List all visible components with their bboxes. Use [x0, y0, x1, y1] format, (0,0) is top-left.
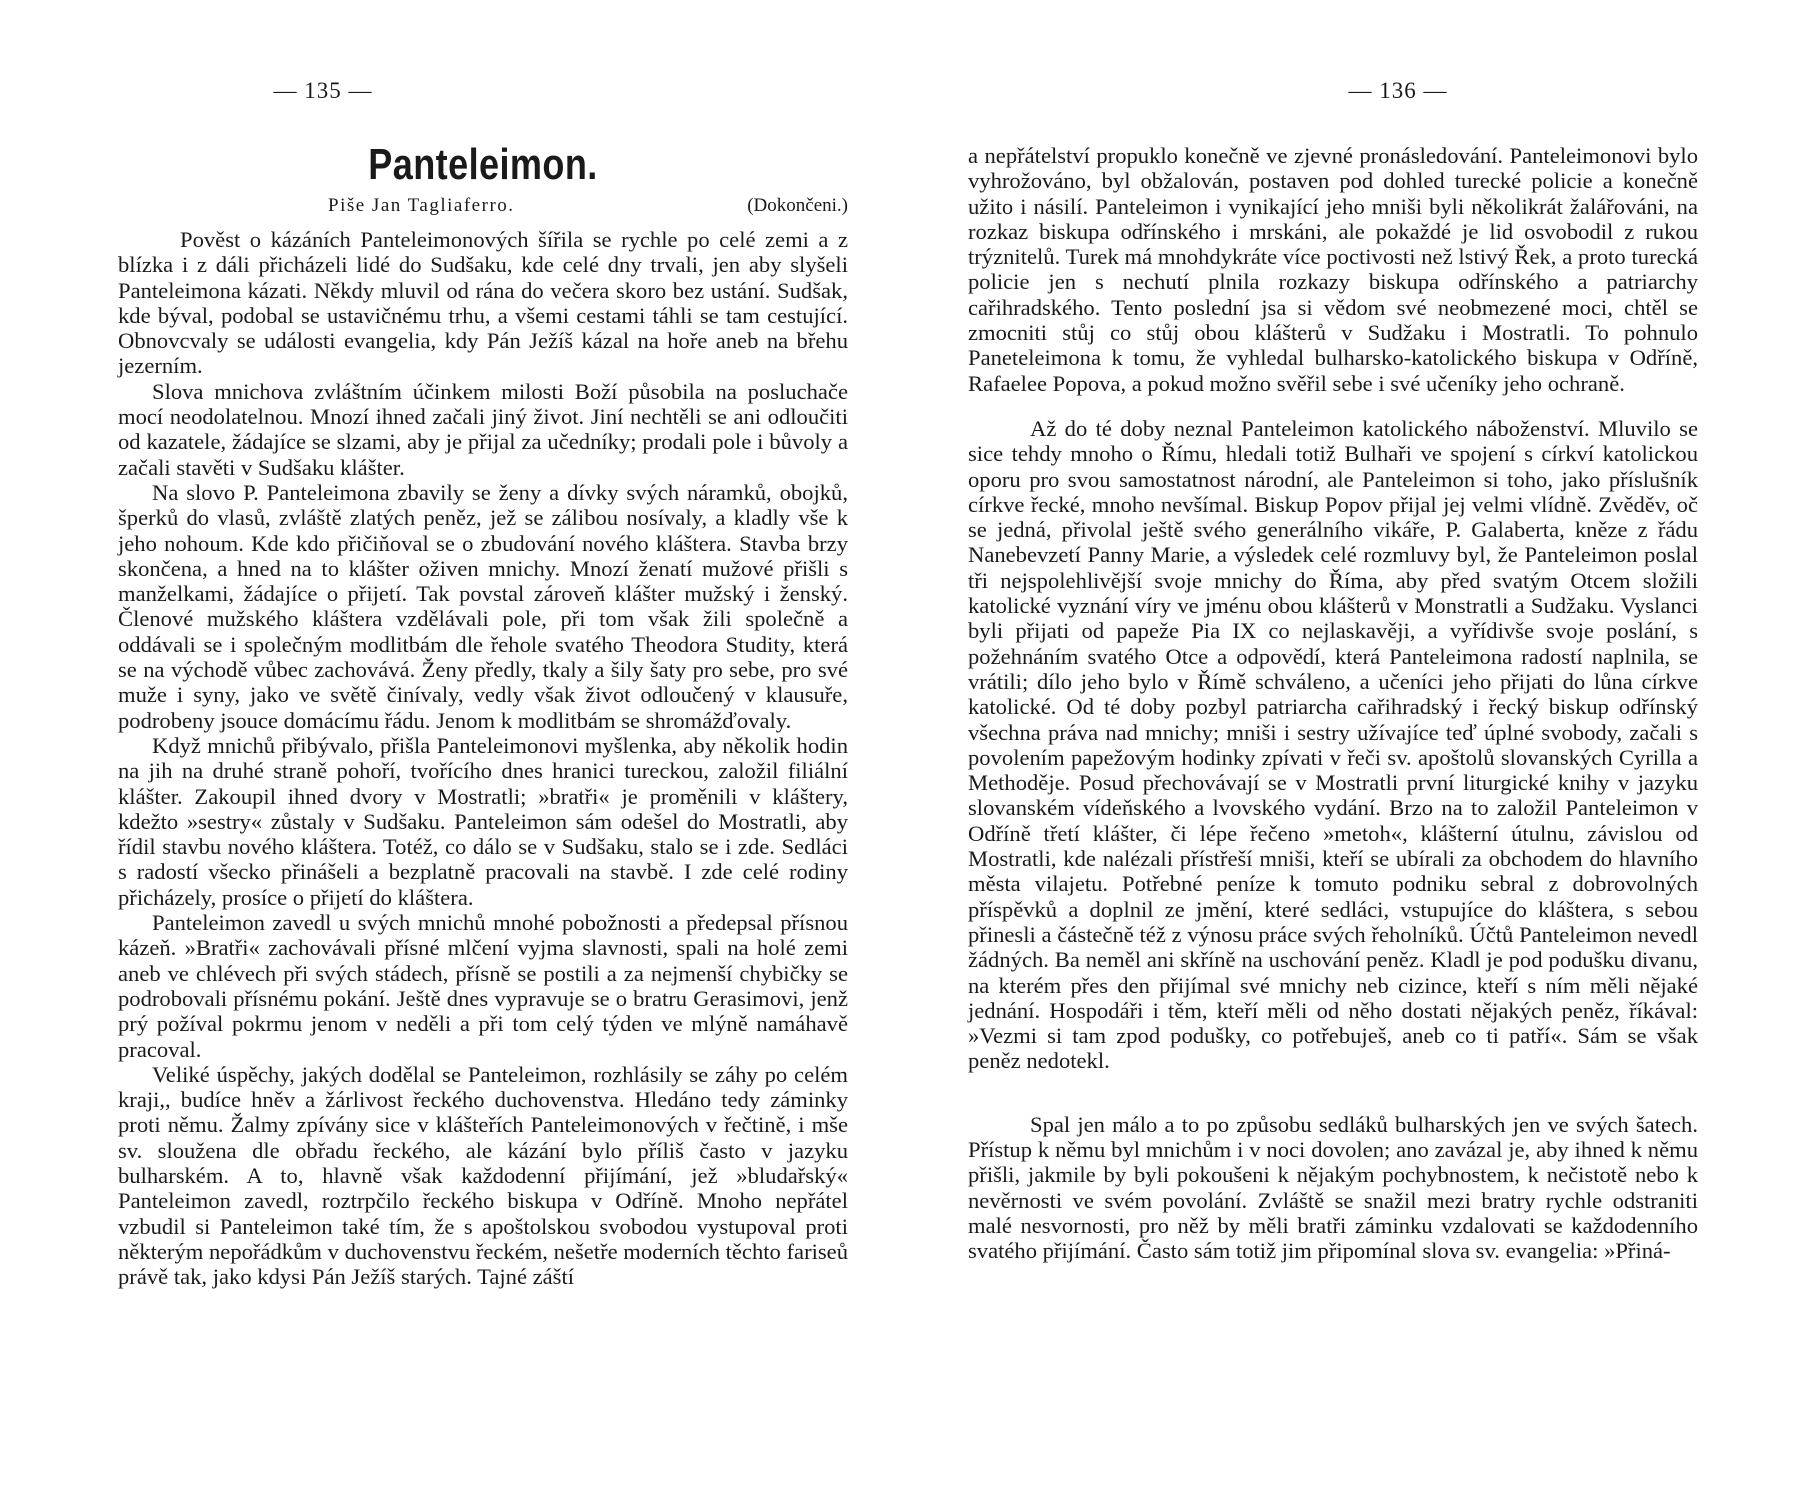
right-page — [968, 0, 1698, 1500]
article-title: Panteleimon. — [368, 140, 598, 189]
right-page-text — [968, 143, 1698, 1263]
paragraph: Veliké úspěchy, jakých dodělal se Panteleimon, rozhlásily se záhy po celém kraji,, budíce hněv a žárlivost řeckého duchovenstva. Hledáno tedy záminky proti němu. Žalmy zpívány sice v klášteřích Panteleimonových v řečtině, i mše sv. sloužena dle obřadu řeckého, ale kázání bylo příliš často v jazyku bulharském. A to, hlavně však každodenní přijímání, jež »bludařský« Panteleimon zavedl, roztrpčilo řeckého biskupa v Odříně. Mnoho nepřátel vzbudil si Panteleimon také tím, že s apoštolskou svobodou vystupoval proti některým nepořádkům v duchovenstvu řeckém, nešetře moderních těchto fariseů právě tak, jako kdysi Pán Ježíš starých. Tajné záští — [118, 1061, 848, 1290]
paragraph: Pověst o kázáních Panteleimonových šířila se rychle po celé zemi a z blízka i z dáli přicházeli lidé do Sudšaku, kde celé dny trvali, jen aby slyšeli Panteleimona kázati. Někdy mluvil od rána do večera skoro bez ustání. Sudšak, kde býval, podobal se ustavičnému trhu, a všemi cestami táhli se tam cestující. Obnovcvaly se události evangelia, kdy Pán Ježíš kázal na hoře aneb na břehu jezerním. — [118, 227, 848, 379]
paragraph: Až do té doby neznal Panteleimon katolického náboženství. Mluvilo se sice tehdy mnoho o Římu, hledali totiž Bulhaři ve spojení s církví katolickou oporu pro svou samostatnost národní, ale Panteleimon si toho, jako příslušník církve řecké, mnoho nevšímal. Biskup Popov přijal jej velmi vlídně. Zvěděv, oč se jedná, přivolal ještě svého generálního vikáře, P. Galaberta, kněze z řádu Nanebevzetí Panny Marie, a výsledek celé rozmluvy byl, že Panteleimon poslal tři nejspolehlivější svoje mnichy do Říma, aby před svatým Otcem složili katolické vyznání víry ve jménu obou klášterů v Monstratli a Sudžaku. Vyslanci byli přijati od papeže Pia IX co nejlaskavěji, a vyřídivše svoje poslání, s požehnáním svatého Otce a odpovědí, která Panteleimona radostí naplnila, se vrátili; dílo jeho bylo v Římě schváleno, a učeníci jeho přijati do lůna církve katolické. Od té doby pozbyl patriarcha cařihradský i řecký biskup odřínský všechna práva nad mnichy; mniši i sestry užívajíce teď úplné svobody, začali s povolením papežovým hodinky zpívati v řeči sv. apoštolů slovanských Cyrilla a Methoděje. Posud přechovávají se v Mostratli první liturgické knihy v jazyku slovanském vídeňského a lvovského vydání. Brzo na to založil Panteleimon v Odříně třetí klášter, či lépe řečeno »metoh«, klášterní útulnu, závislou od Mostratli, kde nalézali přístřeší mniši, kteří se ubírali za obchodem do hlavního města vilajetu. Potřebné peníze k tomuto podniku sebral z dobrovolných příspěvků a doplnil ze jmění, které sedláci, vstupujíce do kláštera, s sebou přinesli a částečně též z výnosu práce svých řeholníků. Účtů Panteleimon nevedl žádných. Ba neměl ani skříně na uschování peněz. Kladl je pod podušku divanu, na kterém přes den přijímal své mnichy neb cizince, kteří s ním měli nějaké jednání. Hospodáři i těm, kteří měli od něho dostati nějakých peněz, říkával: »Vezmi si tam zpod podušky, co potřebuješ, aneb co ti patří«. Sám se však peněz nedotekl. — [968, 415, 1698, 1074]
paragraph: Na slovo P. Panteleimona zbavily se ženy a dívky svých náramků, obojků, šperků do vlasů, zvláště zlatých peněz, jež se zálibou nosívaly, a kladly vše k jeho nohoum. Kde kdo přičiňoval se o zbudování nového kláštera. Stavba brzy skončena, a hned na to klášter oživen mnichy. Mnozí ženatí mužové přišli s manželkami, žádajíce o přijetí. Tak povstal zároveň klášter mužský i ženský. Členové mužského kláštera vzdělávali pole, při tom však žili společně a oddávali se i společným modlitbám dle řehole svatého Theodora Studity, která se na východě vůbec zachovává. Ženy předly, tkaly a šily šaty pro sebe, pro své muže i syny, jako ve světě činívaly, vedly však život odloučený v klausuře, podrobeny jsouce domácímu řádu. Jenom k modlitbám se shromážďovaly. — [118, 479, 848, 733]
paragraph: Slova mnichova zvláštním účinkem milosti Boží působila na posluchače mocí neodolatelnou. Mnozí ihned začali jiný život. Jiní nechtěli se ani odloučiti od kazatele, žádajíce se slzami, aby je přijal za učedníky; prodali pole i bůvoly a začali stavěti v Sudšaku klášter. — [118, 378, 848, 480]
left-page-text — [118, 227, 848, 1289]
paragraph: Spal jen málo a to po způsobu sedláků bulharských jen ve svých šatech. Přístup k němu byl mnichům i v noci dovolen; ano zavázal je, aby ihned k němu přišli, jakmile by byli pokoušeni k nějakým pochybnostem, k nečistotě nebo k nevěrnosti ve svém povolání. Zvláště se snažil mezi bratry rychle odstraniti malé nesvornosti, pro něž by měli bratři záminku vzdalovati se každodenního svatého přijímání. Často sám totiž jim připomínal slova sv. evangelia: »Přiná- — [968, 1111, 1698, 1264]
paragraph: a nepřátelství propuklo konečně ve zjevné pronásledování. Panteleimonovi bylo vyhrožováno, byl obžalován, postaven pod dohled turecké policie a konečně užito i násilí. Panteleimon i vynikající jeho mniši byli několikrát žalářováni, na rozkaz biskupa odřínského i mrskáni, ale pokaždé je lid osvobodil z rukou trýznitelů. Turek má mnohdykráte více poctivosti než lstivý Řek, a proto turecká policie jen s nechutí plnila rozkazy biskupa odřínského a patriarchy cařihradského. Tento poslední jsa si vědom své neobmezené moci, chtěl se zmocniti stůj co stůj obou klášterů v Sudžaku i Mostratli. To pohnulo Paneteleimona k tomu, že vyhledal bulharsko-katolického biskupa v Odříně, Rafaelee Popova, a pokud možno svěřil sebe i své učeníky jeho ochraně. — [968, 143, 1698, 396]
paragraph: Když mnichů přibývalo, přišla Panteleimonovi myšlenka, aby několik hodin na jih na druhé straně pohoří, tvořícího dnes hranici tureckou, založil filiální klášter. Zakoupil ihned dvory v Mostratli; »bratři« je proměnili v kláštery, kdežto »sestry« zůstaly v Sudšaku. Panteleimon sám odešel do Mostratli, aby řídil stavbu nového kláštera. Totéž, co dálo se v Sudšaku, stalo se i zde. Sedláci s radostí všecko přinášeli a bezplatně pracovali na stavbě. I zde celé rodiny přicházely, prosíce o přijetí do kláštera. — [118, 732, 848, 910]
byline-author: Piše Jan Tagliaferro. — [328, 195, 515, 216]
page-number: — 136 — — [1348, 78, 1448, 103]
continuation-note: (Dokončeni.) — [747, 195, 848, 216]
left-page — [118, 0, 848, 1500]
page-number: — 135 — — [273, 78, 373, 103]
paragraph: Panteleimon zavedl u svých mnichů mnohé pobožnosti a předepsal přísnou kázeň. »Bratři« zachovávali přísné mlčení vyjma slavnosti, spali na holé zemi aneb ve chlévech při svých stádech, přísně se postili a za nejmenší chybičky se podrobovali přísnému pokání. Ještě dnes vypravuje se o bratru Gerasimovi, jenž prý požíval pokrmu jenom v neděli a při tom celý týden ve mlýně namáhavě pracoval. — [118, 910, 848, 1062]
